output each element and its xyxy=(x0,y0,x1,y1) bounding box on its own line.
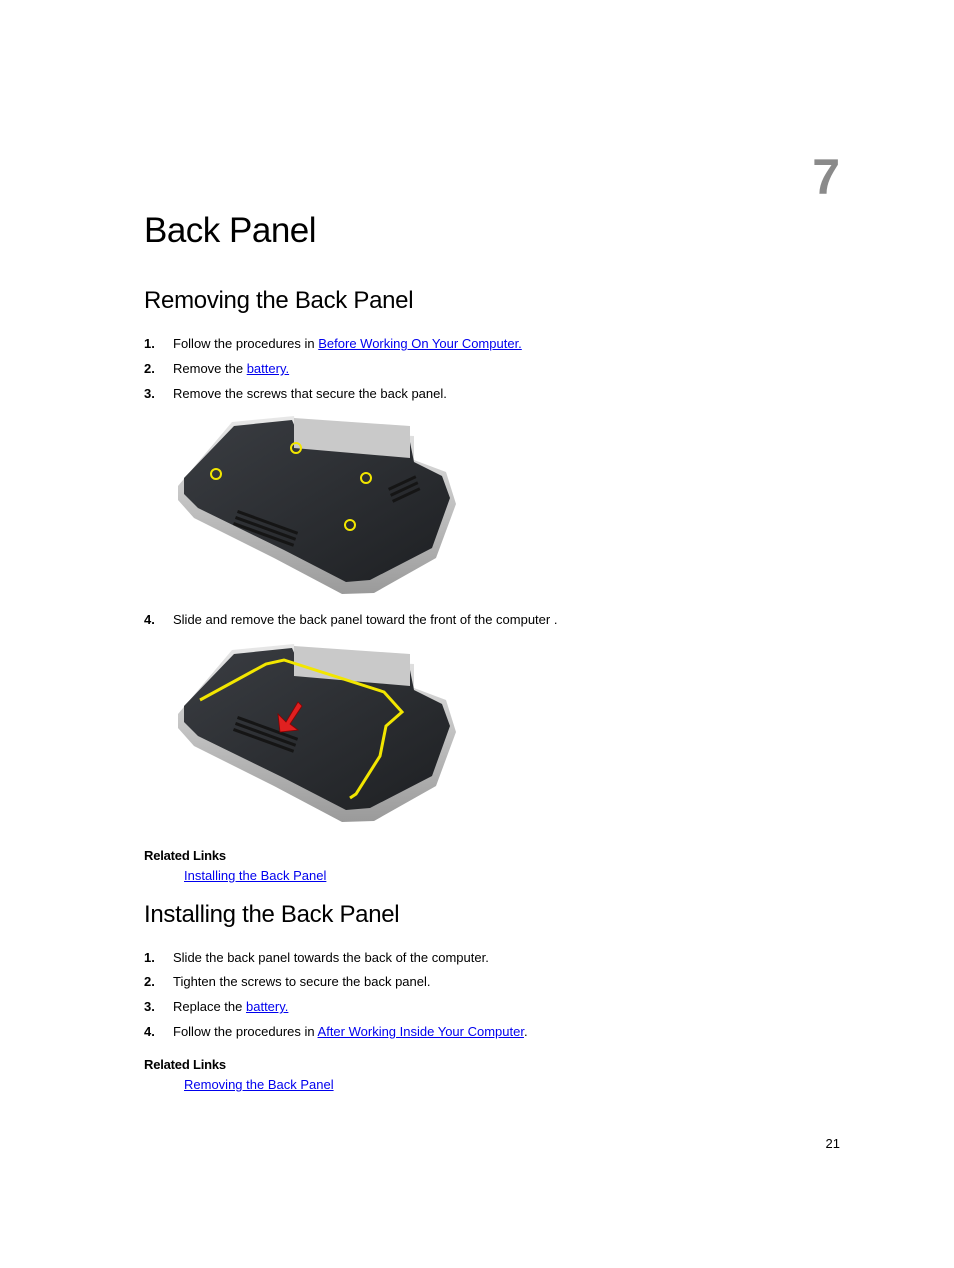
step-number: 3. xyxy=(144,386,155,401)
step-text: Follow the procedures in xyxy=(173,336,319,351)
installing-back-panel-link[interactable]: Installing the Back Panel xyxy=(184,868,327,883)
removing-step-4 xyxy=(144,612,557,628)
installing-step-3 xyxy=(144,999,288,1015)
laptop-slide-panel-figure xyxy=(174,636,464,826)
installing-step-4 xyxy=(144,1024,528,1040)
before-working-link[interactable]: Before Working On Your Computer. xyxy=(318,336,522,351)
removing-step-3 xyxy=(144,386,447,402)
step-number: 3. xyxy=(144,999,155,1014)
after-working-link[interactable]: After Working Inside Your Computer xyxy=(317,1024,524,1039)
removing-step-1 xyxy=(144,336,522,352)
step-text-suffix: . xyxy=(523,1024,528,1039)
step-text: Remove the xyxy=(173,361,247,376)
page-number: 21 xyxy=(825,1136,840,1151)
step-number: 2. xyxy=(144,974,155,989)
step-text: Replace the xyxy=(173,999,246,1014)
installing-heading: Installing the Back Panel xyxy=(144,901,400,928)
removing-related-title: Related Links xyxy=(144,848,226,863)
step-text: Slide and remove the back panel toward the front of the computer . xyxy=(173,612,558,627)
installing-step-2 xyxy=(144,974,431,990)
chapter-title: Back Panel xyxy=(144,211,317,250)
removing-step-2 xyxy=(144,361,289,377)
step-number: 2. xyxy=(144,361,155,376)
laptop-screws-figure xyxy=(174,408,464,598)
step-text: Follow the procedures in xyxy=(173,1024,318,1039)
step-number: 1. xyxy=(144,336,155,351)
removing-back-panel-link[interactable]: Removing the Back Panel xyxy=(184,1077,334,1092)
step-number: 1. xyxy=(144,950,155,965)
step-text: Remove the screws that secure the back panel. xyxy=(173,386,447,401)
battery-link[interactable]: battery. xyxy=(246,361,290,376)
step-number: 4. xyxy=(144,612,155,627)
installing-related-title: Related Links xyxy=(144,1057,226,1072)
step-text: Tighten the screws to secure the back panel. xyxy=(173,974,431,989)
chapter-number: 7 xyxy=(812,149,840,205)
step-text: Slide the back panel towards the back of the computer. xyxy=(173,950,489,965)
installing-step-1 xyxy=(144,950,489,966)
removing-heading: Removing the Back Panel xyxy=(144,287,414,314)
battery-link[interactable]: battery. xyxy=(246,999,289,1014)
step-number: 4. xyxy=(144,1024,155,1039)
